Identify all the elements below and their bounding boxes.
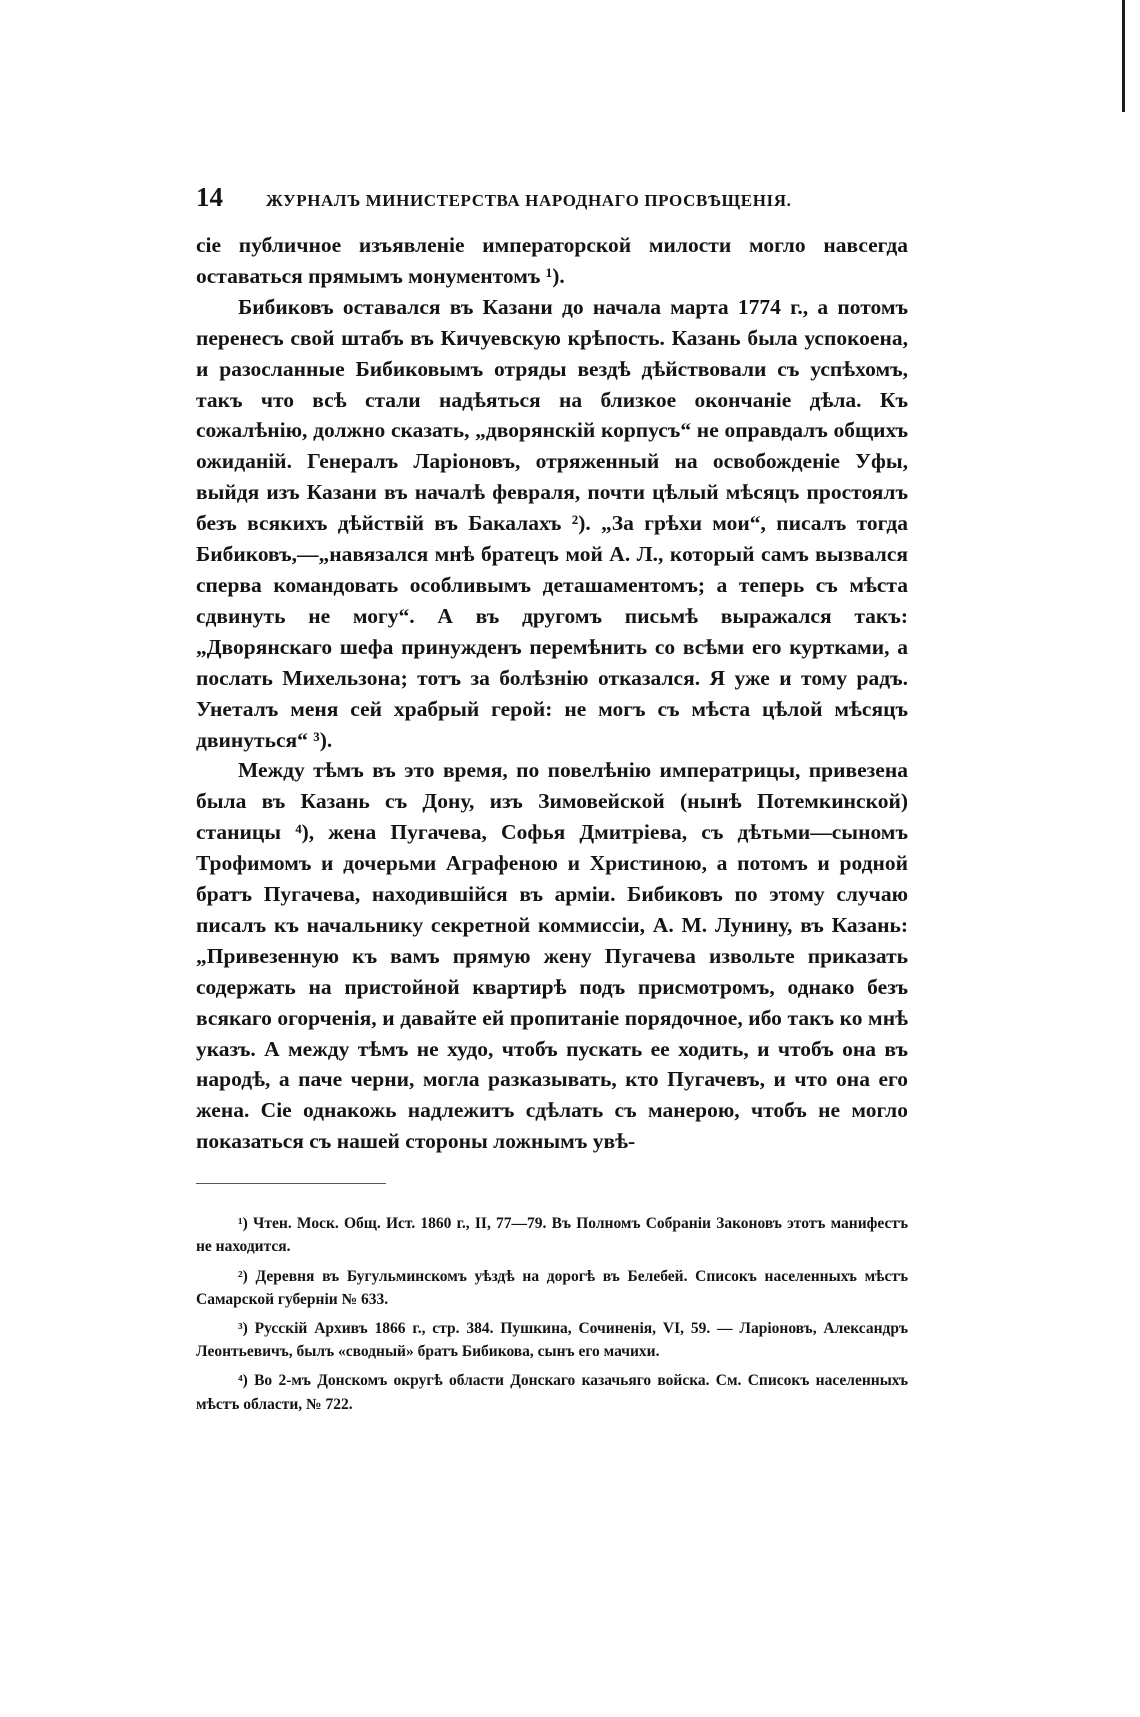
page <box>196 182 908 1422</box>
scan-edge-line <box>1122 0 1125 112</box>
running-head <box>196 182 908 220</box>
paragraph-continued: сіе публичное изъявленіе императорской милости могло навсегда оставаться прямымъ монументомъ ¹). <box>196 233 908 288</box>
footnotes <box>196 1212 908 1416</box>
footnote-4: ⁴) Во 2-мъ Донскомъ округѣ области Донскаго казачьяго войска. См. Списокъ населенныхъ мѣстъ области, № 722. <box>196 1372 908 1413</box>
body-text <box>196 230 908 1157</box>
footnote-divider <box>196 1183 386 1184</box>
footnote-3: ³) Русскій Архивъ 1866 г., стр. 384. Пушкина, Сочиненія, VI, 59. — Ларіоновъ, Александръ Леонтьевичъ, былъ «сводный» братъ Бибикова, сынъ его мачихи. <box>196 1320 908 1361</box>
footnote-2: ²) Деревня въ Бугульминскомъ уѣздѣ на дорогѣ въ Белебей. Списокъ населенныхъ мѣстъ Самарской губерніи № 633. <box>196 1267 908 1308</box>
journal-title: ЖУРНАЛЪ МИНИСТЕРСТВА НАРОДНАГО ПРОСВѢЩЕНІЯ. <box>266 191 792 210</box>
footnote-1: ¹) Чтен. Моск. Общ. Ист. 1860 г., II, 77—79. Въ Полномъ Собраніи Законовъ этотъ манифестъ не находится. <box>196 1215 908 1256</box>
paragraph-pugachev-wife: Между тѣмъ въ это время, по повелѣнію императрицы, привезена была въ Казань съ Дону, изъ Зимовейской (нынѣ Потемкинской) станицы ⁴), жена Пугачева, Софья Дмитріева, съ дѣтьми—сыномъ Трофимомъ и дочерьми Аграфеною и Христиною, а потомъ и родной братъ Пугачева, находившійся въ арміи. Бибиковъ по этому случаю писалъ къ начальнику секретной коммиссіи, А. М. Лунину, въ Казань: „Привезенную къ вамъ прямую жену Пугачева извольте приказать содержать на пристойной квартирѣ подъ присмотромъ, однако безъ всякаго огорченія, и давайте ей пропитаніе порядочное, ибо такъ ко мнѣ указъ. А между тѣмъ не худо, чтобъ пускать ее ходить, и чтобъ она въ народѣ, а паче черни, могла разказывать, кто Пугачевъ, и что она его жена. Сіе однакожь надлежитъ сдѣлать съ манерою, чтобъ не могло показаться съ нашей стороны ложнымъ увѣ- <box>196 758 908 1154</box>
page-number: 14 <box>196 182 223 212</box>
paragraph-bibikov-kazan: Бибиковъ оставался въ Казани до начала марта 1774 г., а потомъ перенесъ свой штабъ въ Кичуевскую крѣпость. Казань была успокоена, и разосланные Бибиковымъ отряды вездѣ дѣйствовали съ успѣхомъ, такъ что всѣ стали надѣяться на близкое окончаніе дѣла. Къ сожалѣнію, должно сказать, „дворянскій корпусъ“ не оправдалъ общихъ ожиданій. Генералъ Ларіоновъ, отряженный на освобожденіе Уфы, выйдя изъ Казани въ началѣ февраля, почти цѣлый мѣсяцъ простоялъ безъ всякихъ дѣйствій въ Бакалахъ ²). „За грѣхи мои“, писалъ тогда Бибиковъ,—„навязался мнѣ братецъ мой А. Л., который самъ вызвался сперва командовать особливымъ деташаментомъ; а теперь съ мѣста сдвинуть не могу“. А въ другомъ письмѣ выражался такъ: „Дворянскаго шефа принужденъ перемѣнить со всѣми его куртками, а послать Михельзона; тотъ за болѣзнію отказался. Я уже и тому радъ. Унеталъ меня сей храбрый герой: не могъ съ мѣста цѣлой мѣсяцъ двинуться“ ³). <box>196 294 908 752</box>
